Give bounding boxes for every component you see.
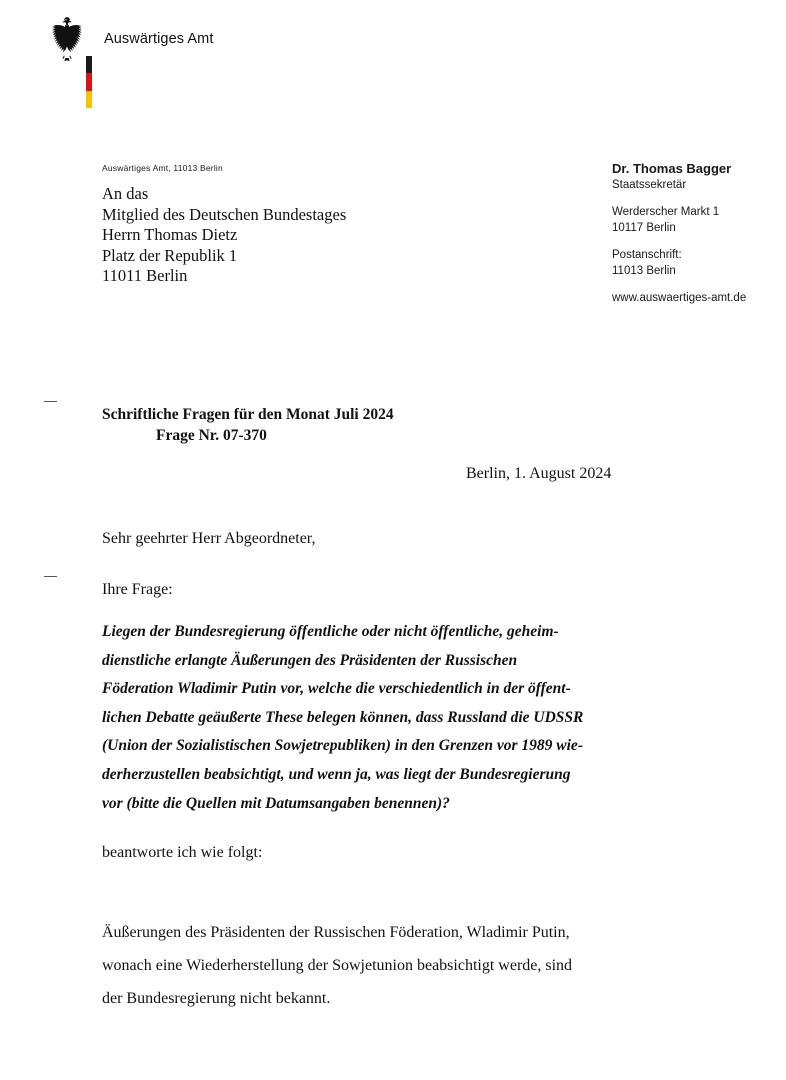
question-text (102, 618, 630, 818)
question-line-7: vor (bitte die Quellen mit Datumsangaben benennen)? (102, 794, 450, 812)
salutation: Sehr geehrter Herr Abgeordneter, (102, 530, 316, 547)
answer-lead-in: beantworte ich wie folgt: (102, 844, 263, 861)
subject-line (102, 404, 394, 446)
answer-line-2: wonach eine Wiederherstellung der Sowjetunion beabsichtigt werde, sind (102, 957, 573, 974)
ministry-name: Auswärtiges Amt (104, 31, 214, 47)
contact-street: Werderscher Markt 1 (612, 206, 720, 218)
recipient-line-5: 11011 Berlin (102, 266, 188, 285)
contact-name: Dr. Thomas Bagger (612, 161, 732, 176)
question-line-4: lichen Debatte geäußerte These belegen können, dass Russland die UDSSR (102, 708, 584, 726)
recipient-line-1: An das (102, 184, 149, 203)
recipient-line-4: Platz der Republik 1 (102, 245, 238, 265)
sender-return-address: Auswärtiges Amt, 11013 Berlin (102, 163, 223, 173)
recipient-address-block (102, 184, 346, 287)
subject-title: Schriftliche Fragen für den Monat Juli 2024 (102, 406, 394, 423)
contact-postal-city: 11013 Berlin (612, 265, 676, 277)
recipient-line-2: Mitglied des Deutschen Bundestages (102, 204, 347, 224)
contact-role: Staatssekretär (612, 179, 687, 191)
federal-eagle-icon (44, 14, 90, 64)
answer-body (102, 916, 622, 1015)
flag-band-gold (86, 91, 92, 108)
contact-website: www.auswaertiges-amt.de (612, 292, 747, 304)
flag-band-black (86, 56, 92, 73)
place-and-date: Berlin, 1. August 2024 (466, 465, 612, 482)
letterhead (44, 14, 214, 64)
contact-postal (612, 247, 782, 279)
question-line-1: Liegen der Bundesregierung öffentliche oder nicht öffentliche, geheim- (102, 623, 559, 640)
question-line-5: (Union der Sozialistischen Sowjetrepubliken) in den Grenzen vor 1989 wie- (102, 737, 583, 755)
german-flag-bar (86, 56, 92, 108)
contact-postal-label: Postanschrift: (612, 249, 682, 261)
question-line-3: Föderation Wladimir Putin vor, welche die verschiedentlich in der öffent- (102, 680, 571, 698)
answer-line-1: Äußerungen des Präsidenten der Russischen Föderation, Wladimir Putin, (102, 924, 570, 941)
contact-city: 10117 Berlin (612, 222, 676, 234)
recipient-line-3: Herrn Thomas Dietz (102, 225, 238, 244)
answer-line-3: der Bundesregierung nicht bekannt. (102, 990, 331, 1007)
question-line-6: derherzustellen beabsichtigt, und wenn ja, was liegt der Bundesregierung (102, 765, 571, 783)
subject-question-number: Frage Nr. 07-370 (156, 427, 267, 444)
contact-address (612, 204, 782, 236)
fold-mark-upper (44, 401, 57, 402)
question-line-2: dienstliche erlangte Äußerungen des Präsidenten der Russischen (102, 651, 518, 669)
question-intro: Ihre Frage: (102, 581, 173, 598)
fold-mark-lower (44, 576, 57, 577)
contact-block (612, 160, 782, 306)
flag-band-red (86, 73, 92, 90)
page-bottom-edge (0, 1074, 786, 1080)
